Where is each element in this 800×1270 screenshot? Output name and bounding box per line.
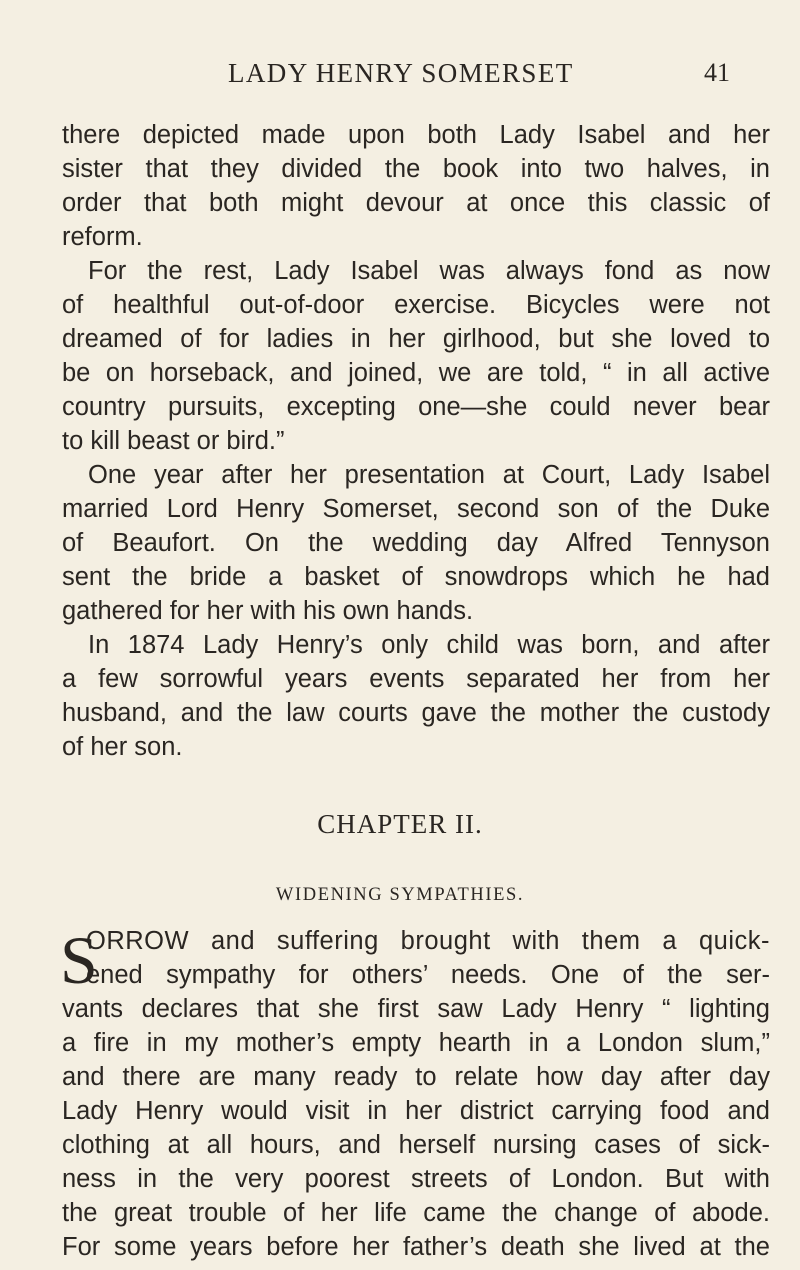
text-line: dreamed of for ladies in her girlhood, but she loved to — [62, 325, 770, 353]
text-line: Lady Henry would visit in her district carrying food and — [62, 1097, 770, 1125]
text-line: there depicted made upon both Lady Isabel and her — [62, 121, 770, 149]
text-block-continued — [62, 118, 770, 764]
text-line: husband, and the law courts gave the mother the custody — [62, 699, 770, 727]
text-block-chapter — [62, 924, 770, 1264]
text-line: gathered for her with his own hands. — [62, 597, 474, 625]
chapter-title: WIDENING SYMPATHIES. — [275, 885, 525, 905]
text-line: reform. — [62, 223, 143, 251]
text-line: In 1874 Lady Henry’s only child was born, and after — [88, 631, 770, 659]
text-line: a fire in my mother’s empty hearth in a London slum,” — [62, 1029, 770, 1057]
chapter-heading: CHAPTER II. — [317, 809, 483, 839]
text-line: and there are many ready to relate how day after day — [62, 1063, 770, 1091]
text-line: ened sympathy for others’ needs. One of the ser- — [86, 961, 770, 989]
text-line: vants declares that she first saw Lady Henry “ lighting — [62, 995, 770, 1023]
text-line: the great trouble of her life came the change of abode. — [62, 1199, 770, 1227]
text-line: clothing at all hours, and herself nursing cases of sick- — [62, 1131, 770, 1159]
text-line: sent the bride a basket of snowdrops which he had — [62, 563, 770, 591]
text-line: of Beaufort. On the wedding day Alfred Tennyson — [62, 529, 770, 557]
text-line: For the rest, Lady Isabel was always fond as now — [88, 257, 770, 285]
drop-cap: S — [60, 922, 98, 998]
text-line: a few sorrowful years events separated her from her — [62, 665, 770, 693]
text-line: ORROW and suffering brought with them a quick- — [86, 927, 770, 955]
running-header — [0, 58, 800, 94]
text-line: married Lord Henry Somerset, second son of the Duke — [62, 495, 770, 523]
text-line: to kill beast or bird.” — [62, 427, 285, 455]
text-line: ness in the very poorest streets of London. But with — [62, 1165, 770, 1193]
text-line: of healthful out-of-door exercise. Bicycles were not — [62, 291, 770, 319]
running-title: LADY HENRY SOMERSET — [228, 58, 574, 88]
text-line: of her son. — [62, 733, 183, 761]
text-line: order that both might devour at once this classic of — [62, 189, 770, 217]
text-line: be on horseback, and joined, we are told, “ in all active — [62, 359, 770, 387]
page-number: 41 — [704, 58, 730, 87]
text-line: One year after her presentation at Court, Lady Isabel — [88, 461, 770, 489]
text-line: sister that they divided the book into two halves, in — [62, 155, 770, 183]
text-line: country pursuits, excepting one—she could never bear — [62, 393, 770, 421]
text-line: For some years before her father’s death she lived at the — [62, 1233, 770, 1261]
